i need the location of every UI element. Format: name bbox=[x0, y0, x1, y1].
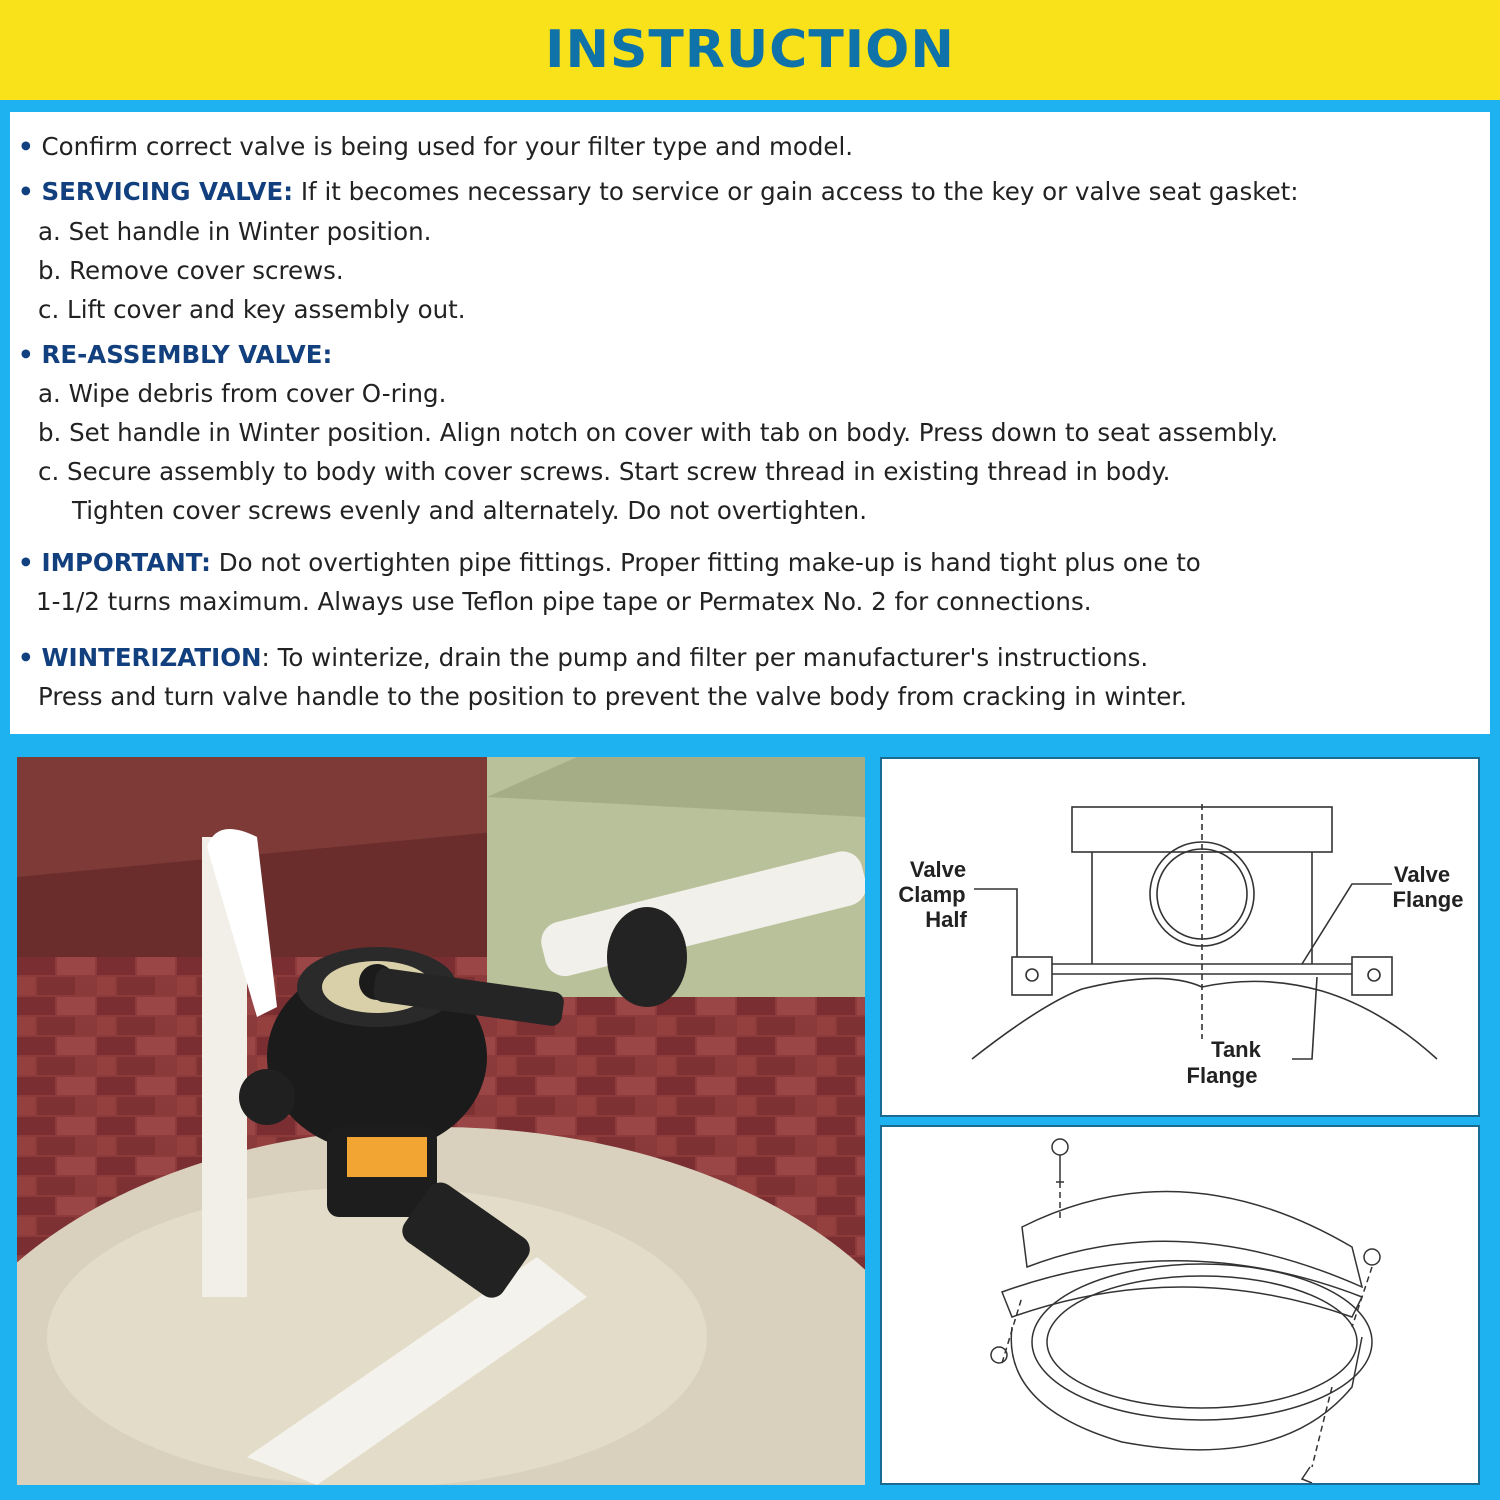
servicing-line bbox=[18, 177, 1299, 206]
winterization-text: : To winterize, drain the pump and filter per manufacturer's instructions. bbox=[261, 643, 1149, 672]
header-banner bbox=[0, 0, 1500, 100]
instruction-line bbox=[18, 132, 853, 161]
servicing-step: a. Set handle in Winter position. bbox=[38, 217, 432, 246]
important-text-2: 1-1/2 turns maximum. Always use Teflon pipe tape or Permatex No. 2 for connections. bbox=[36, 587, 1092, 616]
bullet-dot: • bbox=[18, 643, 34, 672]
important-text: Do not overtighten pipe fittings. Proper fitting make-up is hand tight plus one to bbox=[210, 548, 1201, 577]
servicing-step: c. Lift cover and key assembly out. bbox=[38, 295, 466, 324]
servicing-intro: If it becomes necessary to service or gain access to the key or valve seat gasket: bbox=[293, 177, 1299, 206]
bullet-dot: • bbox=[18, 132, 34, 161]
valve-clamp-diagram bbox=[880, 757, 1480, 1117]
page-title: INSTRUCTION bbox=[545, 20, 955, 80]
label-clamp-1: Valve bbox=[909, 857, 967, 882]
bullet-dot: • bbox=[18, 548, 34, 577]
important-line bbox=[18, 548, 1201, 577]
label-clamp-3: Half bbox=[925, 907, 967, 932]
reassembly-step: a. Wipe debris from cover O-ring. bbox=[38, 379, 447, 408]
winterization-heading: WINTERIZATION bbox=[41, 643, 262, 672]
reassembly-heading: RE-ASSEMBLY VALVE: bbox=[41, 340, 333, 369]
label-tank-flange-2: Flange bbox=[1186, 1063, 1258, 1088]
label-valve-flange-1: Valve bbox=[1393, 862, 1451, 887]
label-valve-flange-2: Flange bbox=[1392, 887, 1464, 912]
servicing-heading: SERVICING VALVE: bbox=[41, 177, 294, 206]
servicing-step: b. Remove cover screws. bbox=[38, 256, 344, 285]
reassembly-step: Tighten cover screws evenly and alternately. Do not overtighten. bbox=[72, 496, 867, 525]
reassembly-step: c. Secure assembly to body with cover screws. Start screw thread in existing thread in body. bbox=[38, 457, 1171, 486]
winterization-text-2: Press and turn valve handle to the position to prevent the valve body from cracking in winter. bbox=[38, 682, 1187, 711]
winterization-line bbox=[18, 643, 1148, 672]
label-clamp-2: Clamp bbox=[898, 882, 966, 907]
bullet-text: Confirm correct valve is being used for your filter type and model. bbox=[41, 132, 854, 161]
reassembly-line bbox=[18, 340, 332, 369]
bullet-dot: • bbox=[18, 340, 34, 369]
instruction-panel bbox=[10, 112, 1490, 734]
clamp-exploded-diagram bbox=[880, 1125, 1480, 1485]
important-heading: IMPORTANT: bbox=[41, 548, 211, 577]
bullet-dot: • bbox=[18, 177, 34, 206]
label-tank-flange-1: Tank bbox=[1211, 1037, 1261, 1062]
reassembly-step: b. Set handle in Winter position. Align notch on cover with tab on body. Press down to seat assembly. bbox=[38, 418, 1279, 447]
valve-photo bbox=[17, 757, 865, 1485]
